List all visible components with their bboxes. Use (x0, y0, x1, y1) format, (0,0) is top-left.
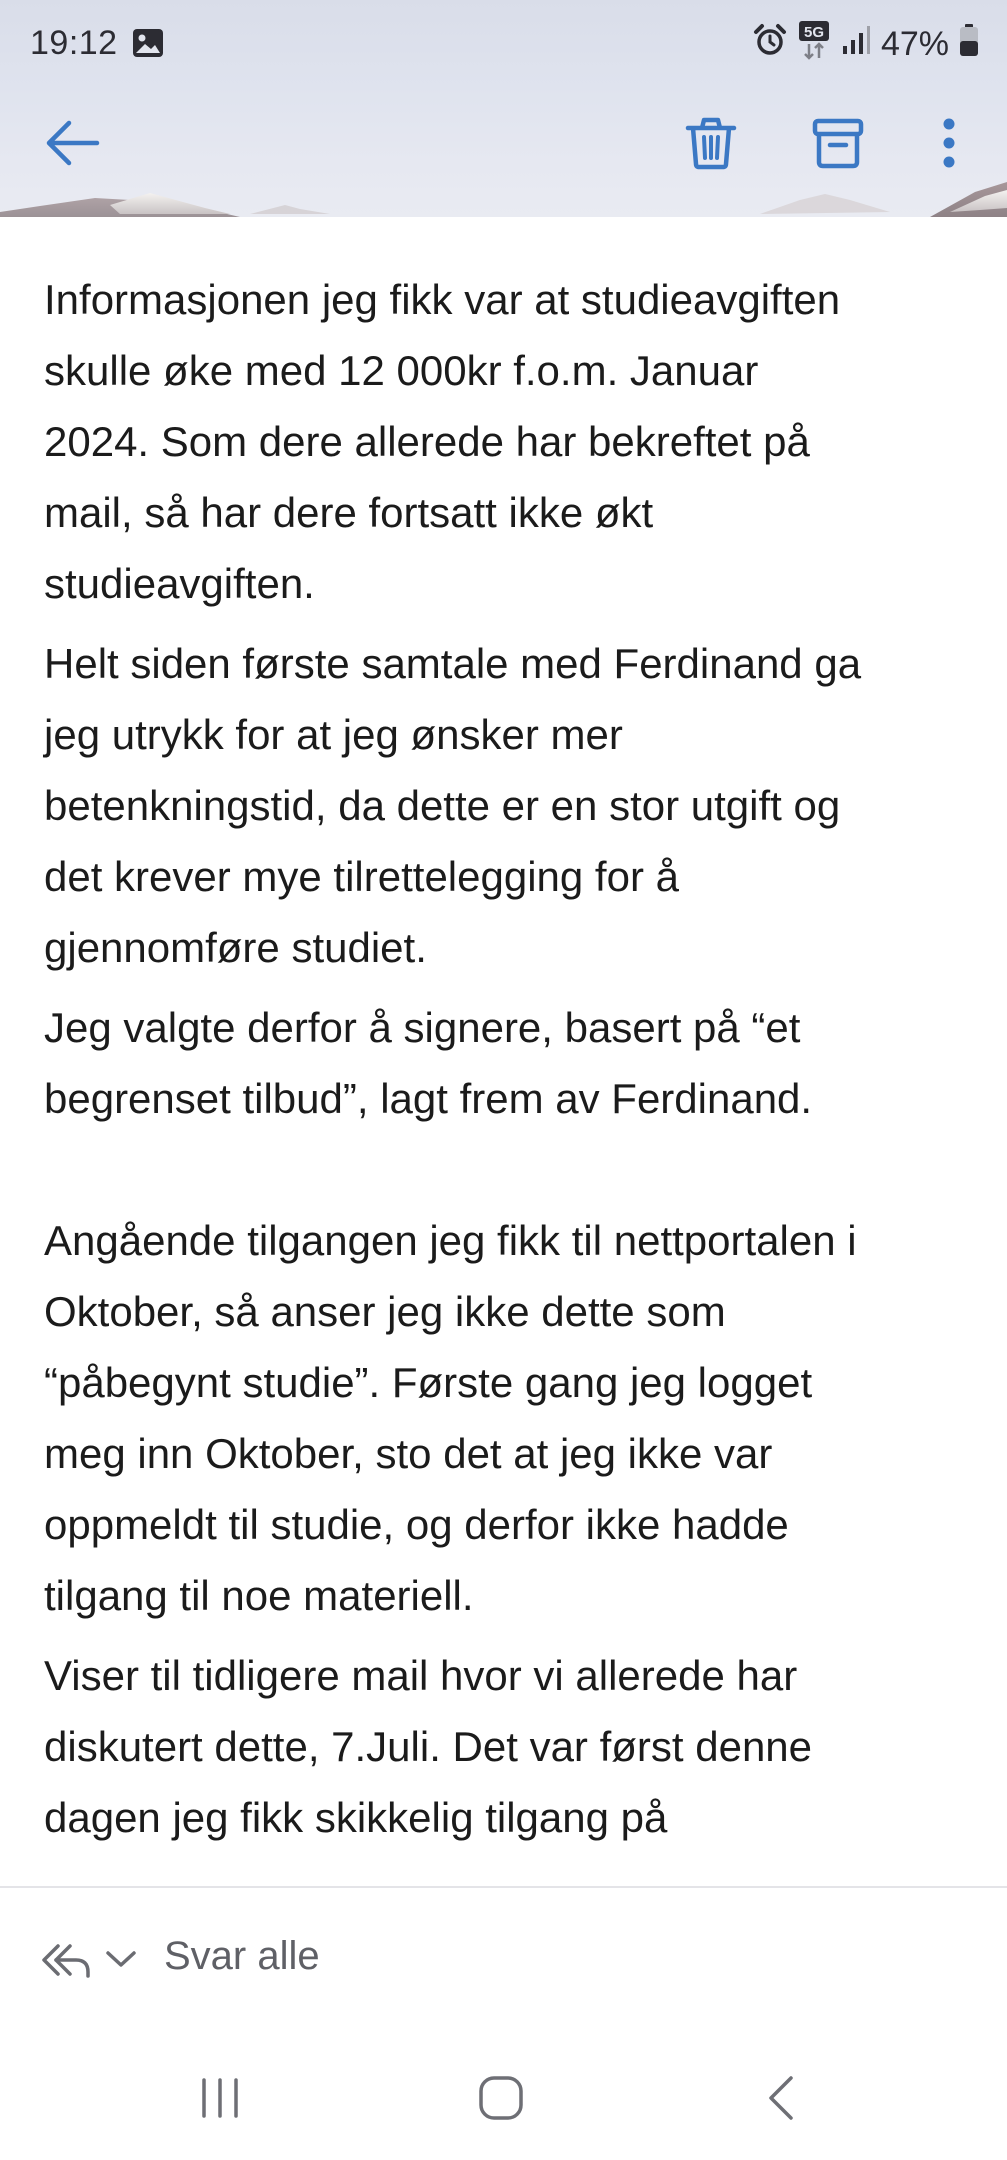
battery-icon (959, 23, 979, 66)
system-nav-bar (0, 2038, 1007, 2160)
more-vertical-icon (942, 118, 956, 168)
chevron-down-icon[interactable] (104, 1948, 138, 1975)
nav-back-icon (766, 2075, 796, 2121)
back-button[interactable] (37, 108, 107, 178)
trash-icon (684, 116, 738, 170)
alarm-icon (753, 23, 787, 66)
message-paragraph: Helt siden første samtale med Ferdinand ga jeg utrykk for at jeg ønsker mer betenkningstid, da dette er en stor utgift og det krever mye tilrettelegging for å gjennomføre studiet. (44, 640, 862, 971)
gallery-icon (132, 28, 164, 58)
recents-icon (198, 2077, 242, 2119)
message-paragraph: Viser til tidligere mail hvor vi allerede har diskutert dette, 7.Juli. Det var først denne dagen jeg fikk skikkelig tilgang på (44, 1652, 813, 1841)
reply-all-icon[interactable] (40, 1940, 92, 1985)
back-arrow-icon (43, 118, 101, 168)
status-time: 19:12 (30, 24, 118, 62)
archive-button[interactable] (803, 108, 873, 178)
battery-percent: 47% (880, 24, 949, 63)
recents-button[interactable] (180, 2068, 260, 2128)
reply-all-button[interactable]: Svar alle (164, 1934, 320, 1978)
delete-button[interactable] (676, 108, 746, 178)
message-paragraph: Informasjonen jeg fikk var at studieavgiften skulle øke med 12 000kr f.o.m. Januar 2024. Som dere allerede har bekreftet på mail, så har dere fortsatt ikke økt studieavgiften. (44, 276, 841, 607)
more-options-button[interactable] (914, 108, 984, 178)
message-paragraph: Angående tilgangen jeg fikk til nettportalen i Oktober, så anser jeg ikke dette som “påbegynt studie”. Første gang jeg logget meg inn Oktober, sto det at jeg ikke var oppmeldt til studie, og derfor ikke hadde tilgang til noe materiell. (44, 1217, 857, 1619)
archive-icon (812, 117, 864, 169)
status-icons (753, 22, 979, 66)
reply-bar (0, 1888, 1007, 2038)
network-label: 5G (803, 23, 824, 41)
5g-data-icon (797, 20, 831, 69)
app-header (0, 0, 1007, 217)
status-bar (0, 0, 1007, 86)
nav-back-button[interactable] (741, 2068, 821, 2128)
message-paragraph: Jeg valgte derfor å signere, basert på “et begrenset tilbud”, lagt frem av Ferdinand. (44, 1004, 813, 1122)
home-icon (478, 2075, 524, 2121)
message-body (44, 264, 984, 1862)
signal-icon (841, 24, 871, 65)
home-button[interactable] (461, 2068, 541, 2128)
